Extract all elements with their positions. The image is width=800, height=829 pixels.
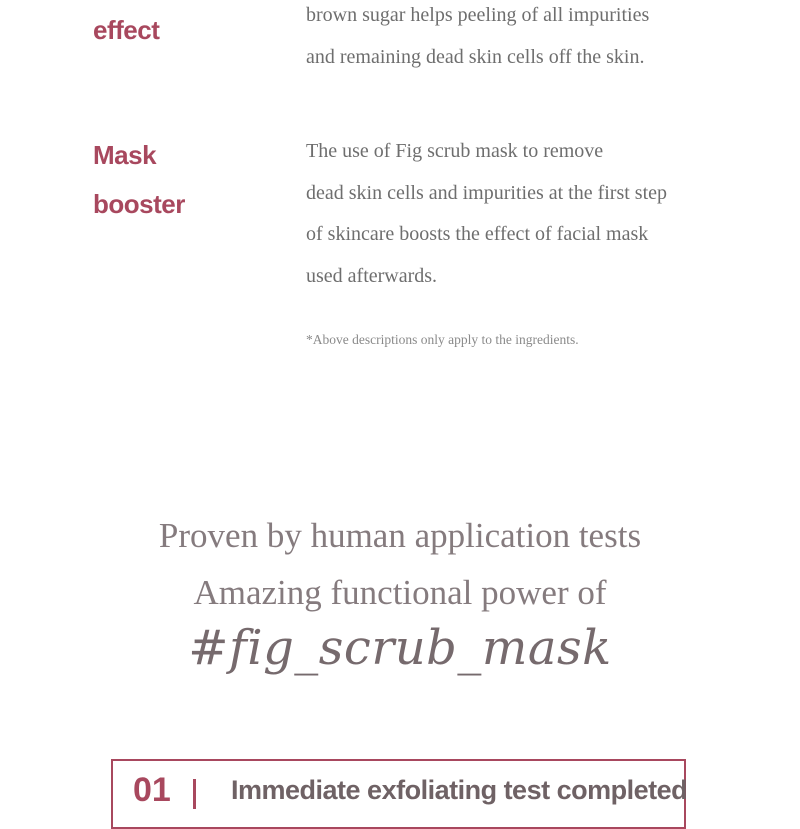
- feature-description-line: of skincare boosts the effect of facial mask: [306, 223, 649, 245]
- feature-description-line: used afterwards.: [306, 264, 438, 287]
- feature-description-line: dead skin cells and impurities at the first step: [306, 181, 668, 204]
- feature-description: [306, 131, 776, 297]
- test-divider: [193, 779, 196, 809]
- feature-label-line: Mask: [93, 140, 157, 170]
- feature-label-line: booster: [93, 189, 185, 219]
- test-title: Immediate exfoliating test completed: [231, 775, 688, 805]
- test-number: 01: [133, 771, 171, 809]
- headline-line-2: Amazing functional power of: [193, 573, 607, 612]
- test-result-box: [111, 759, 686, 829]
- feature-label: [93, 6, 159, 55]
- feature-description-line: The use of Fig scrub mask to remove: [306, 140, 604, 162]
- feature-label: [93, 131, 185, 229]
- feature-description: [306, 0, 776, 78]
- feature-label-line: effect: [93, 15, 160, 45]
- hashtag-title: #fig_scrub_mask: [188, 620, 612, 676]
- ingredient-footnote: *Above descriptions only apply to the ingredients.: [306, 332, 579, 347]
- headline-line-1: Proven by human application tests: [158, 516, 642, 555]
- feature-description-line: brown sugar helps peeling of all impurities: [306, 4, 650, 26]
- feature-description-line: and remaining dead skin cells off the skin.: [306, 45, 645, 68]
